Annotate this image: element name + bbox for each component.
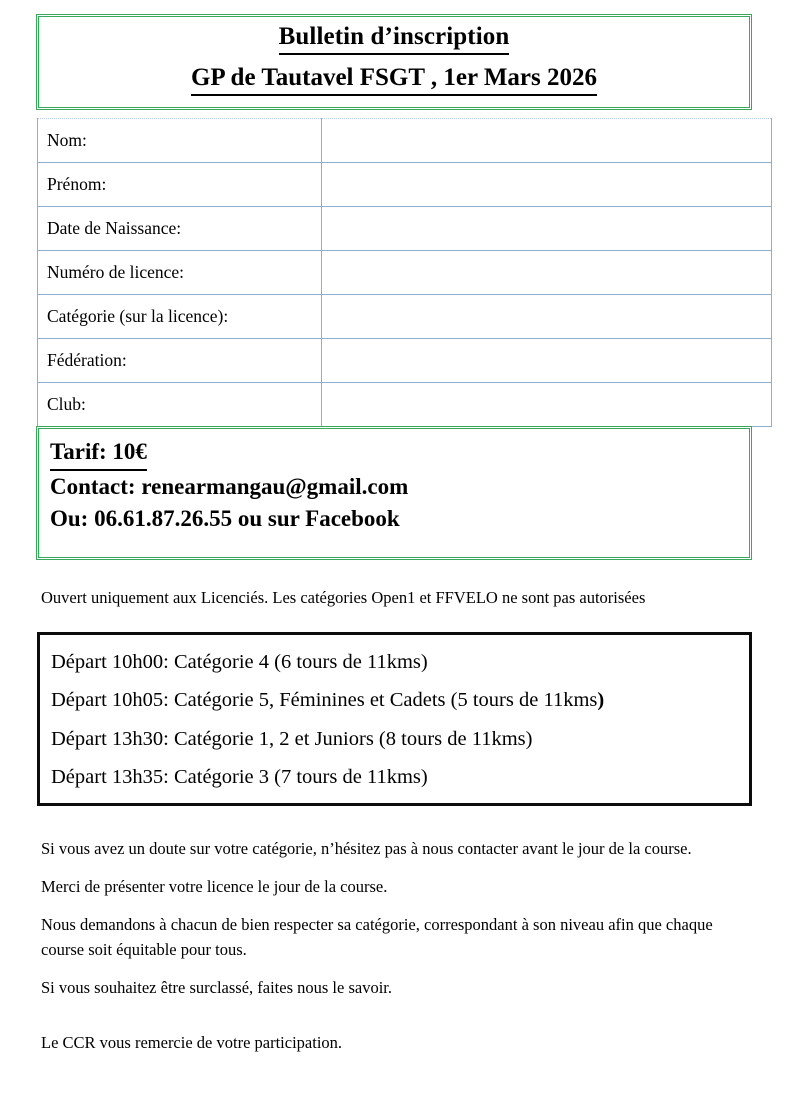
registration-fields-table — [37, 118, 772, 427]
event-subtitle: GP de Tautavel FSGT , 1er Mars 2026 — [191, 64, 597, 96]
footer-paragraph-licence: Merci de présenter votre licence le jour de la course. — [41, 877, 388, 897]
table-body — [38, 119, 772, 427]
contact-box — [36, 426, 752, 560]
schedule-line-1 — [51, 643, 749, 681]
table-row — [38, 207, 772, 251]
field-input-prenom[interactable] — [322, 163, 772, 207]
title-box — [36, 14, 752, 110]
field-input-nom[interactable] — [322, 119, 772, 163]
schedule-text-1: Départ 10h00: Catégorie 4 (6 tours de 11kms) — [51, 651, 428, 673]
field-label-numero-licence: Numéro de licence: — [38, 251, 322, 295]
title-primary-wrap — [39, 23, 749, 55]
contact-email-line[interactable]: Contact: renearmangau@gmail.com — [50, 473, 409, 499]
table-row — [38, 163, 772, 207]
footer-notes — [41, 836, 747, 1055]
field-label-club: Club: — [38, 383, 322, 427]
schedule-text-3: Départ 13h30: Catégorie 1, 2 et Juniors (8 tours de 11kms) — [51, 727, 533, 750]
contact-phone-line[interactable]: Ou: 06.61.87.26.55 ou sur Facebook — [50, 506, 400, 532]
field-label-date-naissance: Date de Naissance: — [38, 207, 322, 251]
title-secondary-wrap — [39, 64, 749, 96]
footer-paragraph-categorie: Nous demandons à chacun de bien respecter sa catégorie, correspondant à son niveau afin que chaque course soit équitable pour tous. — [41, 915, 713, 960]
schedule-line-4 — [51, 758, 749, 796]
page-title: Bulletin d’inscription — [279, 23, 510, 55]
table-row — [38, 295, 772, 339]
table-row — [38, 339, 772, 383]
field-label-federation: Fédération: — [38, 339, 322, 383]
field-input-club[interactable] — [322, 383, 772, 427]
field-input-categorie[interactable] — [322, 295, 772, 339]
schedule-text-4: Départ 13h35: Catégorie 3 (7 tours de 11kms) — [51, 765, 428, 788]
tarif-value: Tarif: 10€ — [50, 436, 147, 471]
schedule-line-3 — [51, 720, 749, 758]
field-label-categorie: Catégorie (sur la licence): — [38, 295, 322, 339]
field-input-federation[interactable] — [322, 339, 772, 383]
footer-paragraph-doubt: Si vous avez un doute sur votre catégorie, n’hésitez pas à nous contacter avant le jour de la course. — [41, 839, 692, 858]
schedule-text-2: Départ 10h05: Catégorie 5, Féminines et Cadets (5 tours de 11kms — [51, 689, 598, 712]
schedule-line-2 — [51, 681, 749, 719]
schedule-box — [37, 632, 752, 806]
footer-paragraph-thanks: Le CCR vous remercie de votre participation. — [41, 1033, 343, 1053]
tarif-line — [50, 436, 749, 471]
field-input-date-naissance[interactable] — [322, 207, 772, 251]
footer-paragraph-surclasse: Si vous souhaitez être surclassé, faites nous le savoir. — [41, 978, 393, 998]
table-row — [38, 251, 772, 295]
schedule-tail-2: ) — [597, 689, 605, 712]
table-row — [38, 383, 772, 427]
field-input-numero-licence[interactable] — [322, 251, 772, 295]
eligibility-notice: Ouvert uniquement aux Licenciés. Les catégories Open1 et FFVELO ne sont pas autorisées — [41, 588, 646, 607]
table-row — [38, 119, 772, 163]
field-label-nom: Nom: — [38, 119, 322, 163]
field-label-prenom: Prénom: — [38, 163, 322, 207]
